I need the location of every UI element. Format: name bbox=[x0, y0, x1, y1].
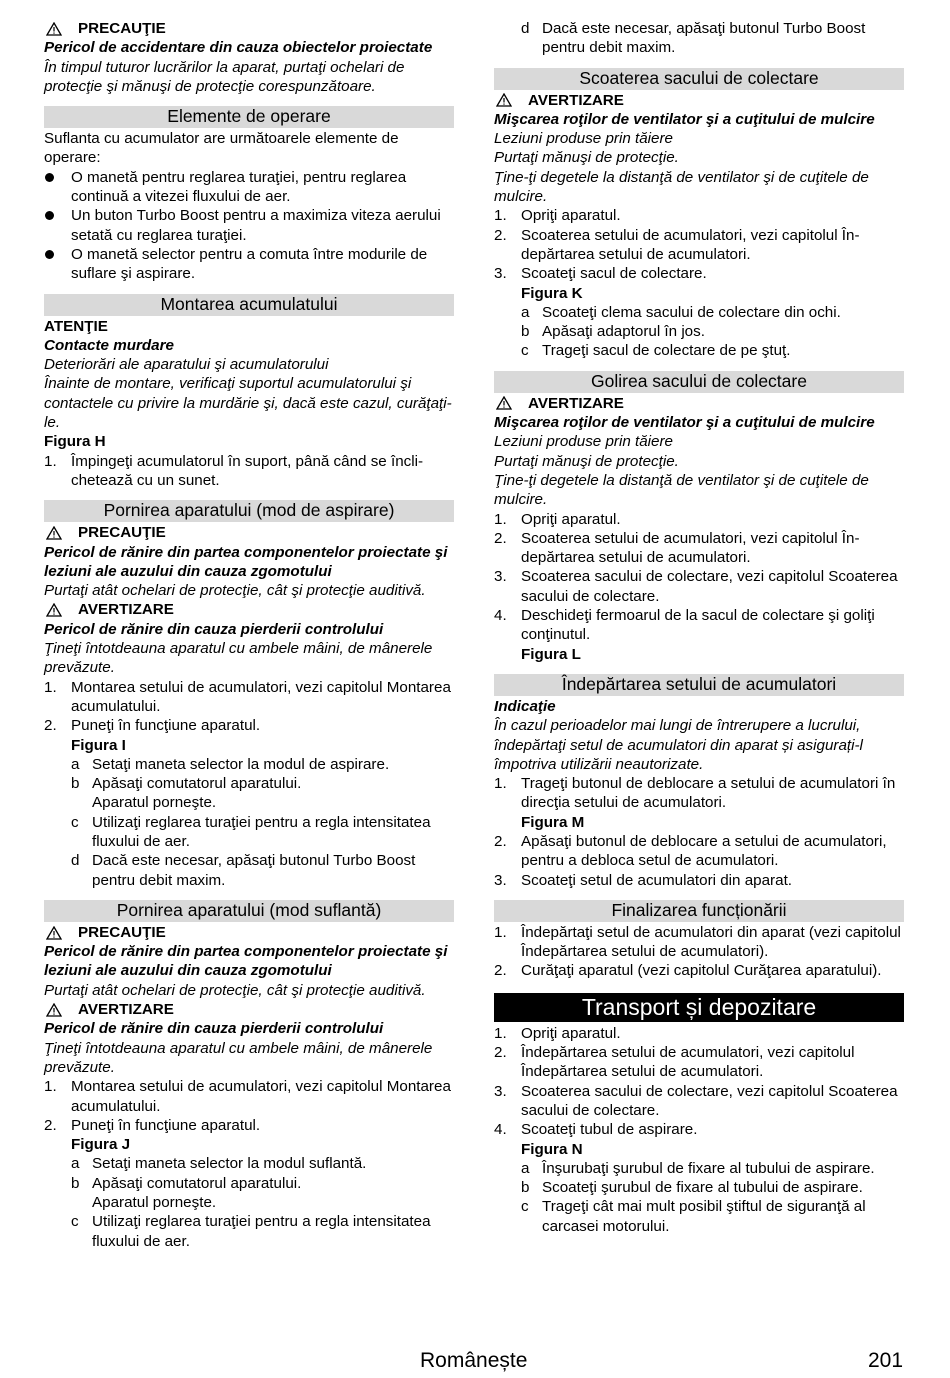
attention-text: Înainte de montare, verificaţi suportul acumulatorului şi contactele cu privire la murdărie şi, dacă este cazul, curăţaţi-le. bbox=[44, 375, 452, 432]
substep-item: c Trageţi cât mai mult posibil ştiftul de siguranţă al carcasei motorului. bbox=[521, 1198, 866, 1235]
page-number: 201 bbox=[868, 1349, 904, 1372]
step-item: 1. Îndepărtaţi setul de acumulatori din aparat (vezi capitolul Îndepărtarea setului de acumulatori). bbox=[494, 923, 901, 961]
section-heading-start-vacuum-mode: Pornirea aparatului (mod de aspirare) bbox=[44, 500, 454, 522]
section-heading-battery-mounting: Montarea acumulatului bbox=[44, 294, 454, 316]
step-item: 1. Opriţi aparatul. bbox=[494, 207, 621, 225]
substep-item: b Apăsaţi comutatorul aparatului. bbox=[71, 1174, 302, 1192]
list-item: O manetă pentru reglarea turaţiei, pentru reglarea continuă a vitezei fluxului de aer. bbox=[44, 168, 454, 207]
right-column bbox=[494, 19, 904, 1236]
step-item: 1. Opriţi aparatul. bbox=[494, 1024, 621, 1042]
figure-label: Figura L bbox=[521, 645, 581, 663]
list-item: O manetă selector pentru a comuta între modurile de suflare şi aspirare. bbox=[44, 245, 454, 284]
caution-text: Purtaţi atât ochelari de protecţie, cât şi protecţie auditivă. bbox=[44, 981, 426, 999]
figure-label: Figura K bbox=[521, 284, 583, 302]
caution-title: Pericol de rănire din partea componentelor proiectate şi leziuni ale auzului din cauza zgomotului bbox=[44, 543, 448, 580]
warning-title: Pericol de rănire din cauza pierderii controlului bbox=[44, 1020, 384, 1038]
substep-item: Aparatul porneşte. bbox=[92, 1194, 217, 1212]
figure-label: Figura H bbox=[44, 433, 106, 451]
substep-item: c Utilizaţi reglarea turaţiei pentru a regla intensitatea fluxului de aer. bbox=[71, 1213, 431, 1250]
step-item: 2. Scoaterea setului de acumulatori, vezi capitolul Îndepărtarea setului de acumulatori. bbox=[494, 226, 860, 263]
warning-triangle-icon bbox=[46, 926, 62, 940]
attention-label: ATENŢIE bbox=[44, 317, 108, 335]
caution-label: PRECAUŢIE bbox=[44, 923, 454, 942]
note-label: Indicaţie bbox=[494, 697, 556, 715]
warning-title: Pericol de rănire din cauza pierderii controlului bbox=[44, 620, 384, 638]
warning-line: Purtaţi mănuşi de protecţie. bbox=[494, 149, 679, 167]
warning-label: AVERTIZARE bbox=[44, 1000, 454, 1019]
step-item: 2. Curăţaţi aparatul (vezi capitolul Curăţarea aparatului). bbox=[494, 962, 882, 980]
section-heading-finish-operation: Finalizarea funcționării bbox=[494, 900, 904, 922]
warning-label: AVERTIZARE bbox=[494, 91, 904, 110]
warning-line: Ţine-ţi degetele la distanţă de ventilator şi de cuţitele de mulcire. bbox=[494, 168, 869, 206]
figure-label: Figura I bbox=[71, 736, 126, 754]
warning-line: Leziuni produse prin tăiere bbox=[494, 433, 673, 451]
warning-triangle-icon bbox=[46, 1003, 62, 1017]
substep-item: a Setaţi maneta selector la modul suflantă. bbox=[71, 1155, 367, 1173]
step-item: 2. Apăsaţi butonul de deblocare a setului de acumulatori, pentru a debloca setul de acumulatori. bbox=[494, 832, 887, 870]
step-item: 3. Scoaterea sacului de colectare, vezi capitolul Scoaterea sacului de colectare. bbox=[494, 1082, 898, 1119]
substep-item: d Dacă este necesar, apăsaţi butonul Turbo Boost pentru debit maxim. bbox=[71, 852, 416, 889]
warning-triangle-icon bbox=[496, 396, 512, 410]
attention-subtitle: Deteriorări ale aparatului şi acumulatorului bbox=[44, 356, 329, 374]
figure-label: Figura N bbox=[521, 1140, 583, 1158]
intro-text: Suflanta cu acumulator are următoarele elemente de operare: bbox=[44, 130, 399, 167]
caution-title: Pericol de accidentare din cauza obiectelor proiectate bbox=[44, 39, 433, 57]
chapter-heading-transport-storage: Transport și depozitare bbox=[494, 993, 904, 1022]
warning-triangle-icon bbox=[496, 93, 512, 107]
step-item: 4. Deschideţi fermoarul de la sacul de colectare şi goliţi conţinutul. bbox=[494, 607, 875, 644]
section-heading-empty-collection-bag: Golirea sacului de colectare bbox=[494, 371, 904, 393]
attention-title: Contacte murdare bbox=[44, 336, 174, 354]
substep-item: d Dacă este necesar, apăsaţi butonul Turbo Boost pentru debit maxim. bbox=[521, 20, 866, 57]
step-item: 3. Scoateţi setul de acumulatori din aparat. bbox=[494, 871, 793, 889]
left-column bbox=[44, 19, 454, 1251]
figure-label: Figura M bbox=[521, 813, 585, 831]
substep-item: a Scoateţi clema sacului de colectare din ochi. bbox=[521, 303, 841, 321]
caution-text: Purtaţi atât ochelari de protecţie, cât şi protecţie auditivă. bbox=[44, 582, 426, 600]
bullet-list bbox=[44, 168, 454, 284]
step-item: 4. Scoateţi tubul de aspirare. bbox=[494, 1121, 698, 1139]
section-heading-remove-collection-bag: Scoaterea sacului de colectare bbox=[494, 68, 904, 90]
caution-text: În timpul tuturor lucrărilor la aparat, purtaţi ochelari de protecţie şi mănuşi de protecţie corespunzătoare. bbox=[44, 58, 405, 95]
step-item: 2. Îndepărtarea setului de acumulatori, vezi capitolul Îndepărtarea setului de acumulatori. bbox=[494, 1044, 855, 1081]
list-item: Un buton Turbo Boost pentru a maximiza viteza aerului setată cu reglarea turaţiei. bbox=[44, 206, 454, 245]
step-item: 2. Scoaterea setului de acumulatori, vezi capitolul Îndepărtarea setului de acumulatori. bbox=[494, 529, 860, 567]
warning-text: Ţineţi întotdeauna aparatul cu ambele mâini, de mânerele prevăzute. bbox=[44, 640, 433, 677]
warning-triangle-icon bbox=[46, 526, 62, 540]
warning-line: Leziuni produse prin tăiere bbox=[494, 130, 673, 148]
step-item: 2. Puneţi în funcţiune aparatul. bbox=[44, 717, 261, 735]
step-item: 1. Montarea setului de acumulatori, vezi capitolul Montarea acumulatului. bbox=[44, 678, 451, 715]
substep-item: Aparatul porneşte. bbox=[92, 794, 217, 812]
step-item: 1. Montarea setului de acumulatori, vezi capitolul Montarea acumulatului. bbox=[44, 1078, 451, 1115]
warning-label: AVERTIZARE bbox=[494, 394, 904, 413]
warning-line: Ţine-ţi degetele la distanţă de ventilator şi de cuţitele de mulcire. bbox=[494, 471, 869, 509]
warning-title: Mişcarea roţilor de ventilator şi a cuţitului de mulcire bbox=[494, 414, 875, 432]
step-item: 1. Opriţi aparatul. bbox=[494, 510, 621, 528]
step-item: 1. Împingeţi acumulatorul în suport, până când se înclichetează cu un sunet. bbox=[44, 452, 424, 489]
substep-item: a Înşurubaţi şurubul de fixare al tubului de aspirare. bbox=[521, 1159, 875, 1177]
step-item: 3. Scoateţi sacul de colectare. bbox=[494, 265, 707, 283]
substep-item: c Utilizaţi reglarea turaţiei pentru a regla intensitatea fluxului de aer. bbox=[71, 813, 431, 850]
note-text: În cazul perioadelor mai lungi de întrerupere a lucrului, îndepărtaţi setul de acumulatori din aparat și asigurați-l împotriva utilizării neautorizate. bbox=[494, 717, 863, 773]
footer-language: Românește bbox=[420, 1349, 528, 1372]
section-heading-remove-battery-set: Îndepărtarea setului de acumulatori bbox=[494, 674, 904, 696]
warning-title: Mişcarea roţilor de ventilator şi a cuţitului de mulcire bbox=[494, 110, 875, 128]
warning-line: Purtaţi mănuşi de protecţie. bbox=[494, 452, 679, 470]
warning-triangle-icon bbox=[46, 603, 62, 617]
warning-triangle-icon bbox=[46, 22, 62, 36]
step-item: 1. Trageţi butonul de deblocare a setului de acumulatori în direcţia setului de acumulatori. bbox=[494, 775, 896, 812]
substep-item: b Apăsaţi adaptorul în jos. bbox=[521, 323, 705, 341]
substep-item: b Apăsaţi comutatorul aparatului. bbox=[71, 775, 302, 793]
section-heading-start-blower-mode: Pornirea aparatului (mod suflantă) bbox=[44, 900, 454, 922]
step-item: 2. Puneţi în funcţiune aparatul. bbox=[44, 1116, 261, 1134]
warning-label: AVERTIZARE bbox=[44, 600, 454, 619]
substep-item: b Scoateţi şurubul de fixare al tubului de aspirare. bbox=[521, 1179, 863, 1197]
caution-title: Pericol de rănire din partea componentelor proiectate şi leziuni ale auzului din cauza zgomotului bbox=[44, 943, 448, 980]
step-item: 3. Scoaterea sacului de colectare, vezi capitolul Scoaterea sacului de colectare. bbox=[494, 568, 898, 605]
substep-item: a Setaţi maneta selector la modul de aspirare. bbox=[71, 755, 390, 773]
substep-item: c Trageţi sacul de colectare de pe ştuţ. bbox=[521, 342, 791, 360]
warning-text: Ţineţi întotdeauna aparatul cu ambele mâini, de mânerele prevăzute. bbox=[44, 1039, 433, 1076]
section-heading-operating-elements: Elemente de operare bbox=[44, 106, 454, 128]
figure-label: Figura J bbox=[71, 1136, 131, 1154]
caution-label: PRECAUŢIE bbox=[44, 19, 454, 38]
caution-label: PRECAUŢIE bbox=[44, 523, 454, 542]
